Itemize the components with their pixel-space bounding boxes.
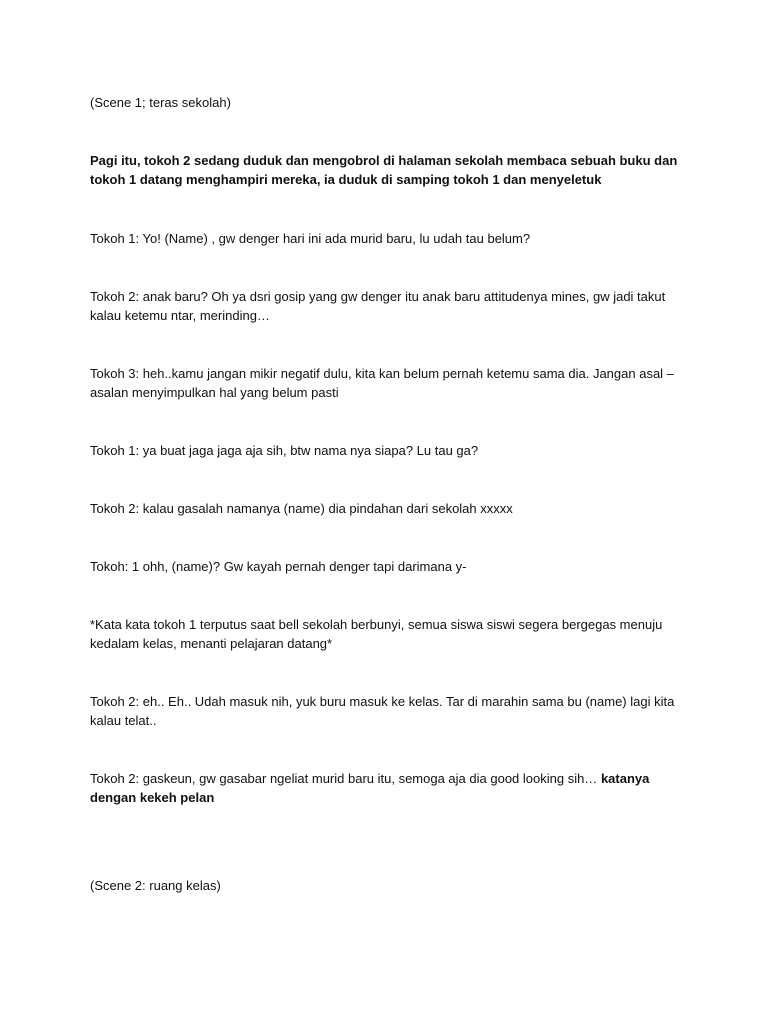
dialogue-line: Tokoh 2: kalau gasalah namanya (name) dia pindahan dari sekolah xxxxx (90, 501, 513, 516)
dialogue-text: Tokoh 2: gaskeun, gw gasabar ngeliat murid baru itu, semoga aja dia good looking sih… (90, 771, 601, 786)
dialogue-line: Tokoh: 1 ohh, (name)? Gw kayah pernah denger tapi darimana y- (90, 559, 467, 574)
narration-paragraph: *Kata kata tokoh 1 terputus saat bell sekolah berbunyi, semua siswa siswi segera bergegas menuju kedalam kelas, menanti pelajaran datang* (90, 617, 663, 651)
scene1-heading: (Scene 1; teras sekolah) (90, 95, 231, 110)
intro-paragraph: Pagi itu, tokoh 2 sedang duduk dan mengobrol di halaman sekolah membaca sebuah buku dan tokoh 1 datang menghampiri mereka, ia duduk di samping tokoh 1 dan menyeletuk (90, 153, 678, 187)
dialogue-line: Tokoh 3: heh..kamu jangan mikir negatif dulu, kita kan belum pernah ketemu sama dia. Jangan asal – asalan menyimpulkan hal yang belum pasti (90, 366, 674, 400)
stage-direction: katanya dengan kekeh pelan (90, 771, 650, 805)
dialogue-line: Tokoh 2: eh.. Eh.. Udah masuk nih, yuk buru masuk ke kelas. Tar di marahin sama bu (name) lagi kita kalau telat.. (90, 694, 675, 728)
dialogue-line (90, 769, 690, 807)
dialogue-line: Tokoh 1: ya buat jaga jaga aja sih, btw nama nya siapa? Lu tau ga? (90, 443, 479, 458)
dialogue-line: Tokoh 1: Yo! (Name) , gw denger hari ini ada murid baru, lu udah tau belum? (90, 231, 531, 246)
dialogue-line: Tokoh 2: anak baru? Oh ya dsri gosip yang gw denger itu anak baru attitudenya mines, gw jadi takut kalau ketemu ntar, merinding… (90, 289, 666, 323)
scene2-heading: (Scene 2: ruang kelas) (90, 878, 221, 893)
